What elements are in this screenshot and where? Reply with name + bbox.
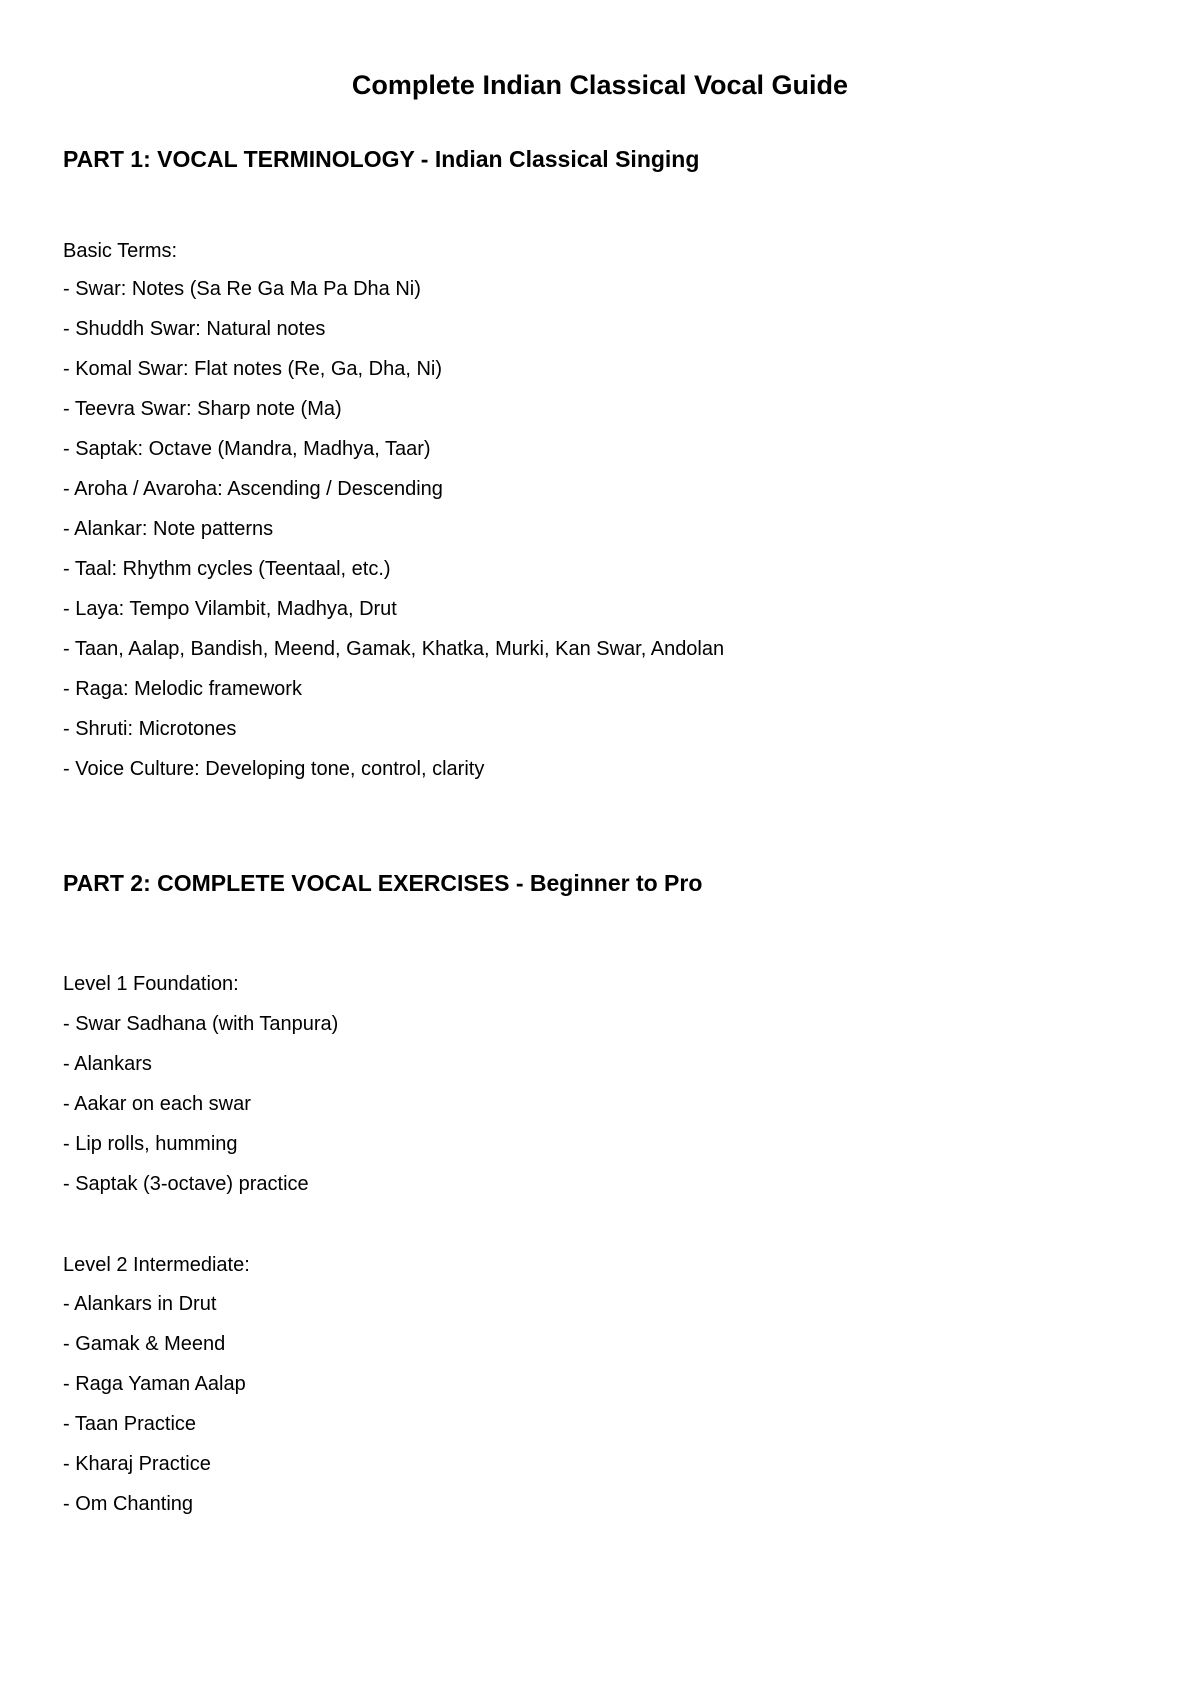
level2-list bbox=[63, 1291, 246, 1531]
list-item: - Shruti: Microtones bbox=[63, 718, 237, 740]
list-item: - Kharaj Practice bbox=[63, 1453, 211, 1475]
list-item: - Taan Practice bbox=[63, 1413, 197, 1435]
list-item: - Lip rolls, humming bbox=[63, 1133, 238, 1155]
list-item: - Saptak: Octave (Mandra, Madhya, Taar) bbox=[63, 438, 431, 460]
terms-list bbox=[63, 276, 724, 796]
level2-label: Level 2 Intermediate: bbox=[63, 1254, 250, 1276]
level1-label: Level 1 Foundation: bbox=[63, 973, 239, 995]
list-item: - Aroha / Avaroha: Ascending / Descending bbox=[63, 478, 443, 500]
list-item: - Taan, Aalap, Bandish, Meend, Gamak, Khatka, Murki, Kan Swar, Andolan bbox=[63, 638, 725, 660]
list-item: - Aakar on each swar bbox=[63, 1093, 251, 1115]
list-item: - Teevra Swar: Sharp note (Ma) bbox=[63, 398, 342, 420]
list-item: - Taal: Rhythm cycles (Teentaal, etc.) bbox=[63, 558, 391, 580]
document-title: Complete Indian Classical Vocal Guide bbox=[351, 70, 849, 100]
list-item: - Swar: Notes (Sa Re Ga Ma Pa Dha Ni) bbox=[63, 278, 421, 300]
list-item: - Gamak & Meend bbox=[63, 1333, 226, 1355]
list-item: - Komal Swar: Flat notes (Re, Ga, Dha, Ni) bbox=[63, 358, 443, 380]
part2-heading: PART 2: COMPLETE VOCAL EXERCISES - Beginner to Pro bbox=[63, 870, 703, 896]
list-item: - Shuddh Swar: Natural notes bbox=[63, 318, 326, 340]
part1-heading: PART 1: VOCAL TERMINOLOGY - Indian Classical Singing bbox=[63, 146, 700, 172]
list-item: - Alankars bbox=[63, 1053, 152, 1075]
list-item: - Alankar: Note patterns bbox=[63, 518, 274, 540]
list-item: - Laya: Tempo Vilambit, Madhya, Drut bbox=[63, 598, 397, 620]
list-item: - Voice Culture: Developing tone, control, clarity bbox=[63, 758, 485, 780]
level1-list bbox=[63, 1011, 338, 1211]
list-item: - Raga Yaman Aalap bbox=[63, 1373, 246, 1395]
list-item: - Raga: Melodic framework bbox=[63, 678, 302, 700]
list-item: - Swar Sadhana (with Tanpura) bbox=[63, 1013, 339, 1035]
list-item: - Saptak (3-octave) practice bbox=[63, 1173, 309, 1195]
list-item: - Alankars in Drut bbox=[63, 1293, 217, 1315]
list-item: - Om Chanting bbox=[63, 1493, 194, 1515]
basic-terms-label: Basic Terms: bbox=[63, 240, 178, 262]
